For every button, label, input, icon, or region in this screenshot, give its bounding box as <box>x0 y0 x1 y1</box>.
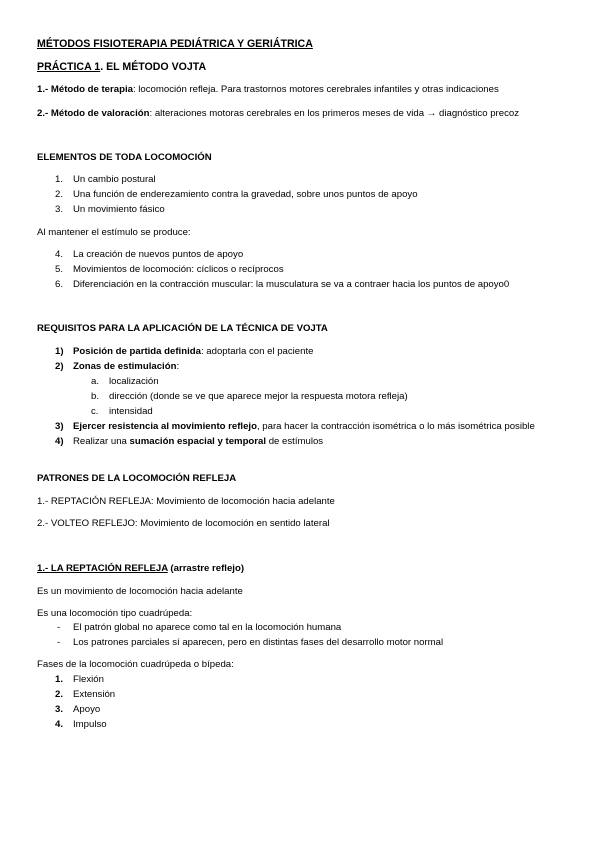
list-number: 4) <box>55 436 64 447</box>
therapy-method-line <box>37 84 499 96</box>
sub-letter: a. <box>91 376 100 387</box>
list-number: 3. <box>55 704 64 715</box>
phase-item: Apoyo <box>73 704 101 715</box>
requirements-heading: REQUISITOS PARA LA APLICACIÓN DE LA TÉCNICA DE VOJTA <box>37 323 328 334</box>
requirement-bold: sumación espacial y temporal <box>129 436 267 447</box>
assessment-method-line <box>37 108 519 120</box>
pattern-item: 1.- REPTACIÓN REFLEJA: Movimiento de locomoción hacia adelante <box>37 496 335 507</box>
bullet-item: Los patrones parciales sí aparecen, pero en distintas fases del desarrollo motor normal <box>73 637 444 648</box>
requirement-item <box>73 346 313 358</box>
sub-item: intensidad <box>109 406 153 417</box>
assessment-method-text: : alteraciones motoras cerebrales en los primeros meses de vida → diagnóstico precoz <box>149 108 520 119</box>
sub-item: dirección (donde se ve que aparece mejor la respuesta motora refleja) <box>109 391 408 402</box>
phase-item: Impulso <box>73 719 107 730</box>
therapy-method-text: : locomoción refleja. Para trastornos motores cerebrales infantiles y otras indicaciones <box>132 84 499 95</box>
requirement-item <box>73 436 323 448</box>
list-item: Una función de enderezamiento contra la gravedad, sobre unos puntos de apoyo <box>73 189 418 200</box>
crawling-heading-rest: (arrastre reflejo) <box>167 563 245 574</box>
list-item: Diferenciación en la contracción muscular: la musculatura se va a contraer hacia los puntos de apoyo0 <box>73 279 510 290</box>
sub-letter: b. <box>91 391 100 402</box>
requirement-text: de estímulos <box>266 436 324 447</box>
list-number: 4. <box>55 249 64 260</box>
sub-letter: c. <box>91 406 99 417</box>
crawling-line: Es un movimiento de locomoción hacia adelante <box>37 586 243 597</box>
list-item: Un movimiento fásico <box>73 204 165 215</box>
list-number: 1) <box>55 346 64 357</box>
list-number: 3) <box>55 421 64 432</box>
therapy-method-label: 1.- Método de terapia <box>37 84 133 95</box>
list-item: Un cambio postural <box>73 174 156 185</box>
requirement-bold: Zonas de estimulación <box>73 361 177 372</box>
requirement-bold: Posición de partida definida <box>73 346 201 357</box>
crawling-heading <box>37 563 244 575</box>
list-number: 2) <box>55 361 64 372</box>
requirement-text: : adoptarla con el paciente <box>200 346 314 357</box>
list-number: 1. <box>55 674 64 685</box>
crawling-heading-underlined: 1.- LA REPTACIÓN REFLEJA <box>37 563 168 574</box>
assessment-method-label: 2.- Método de valoración <box>37 108 150 119</box>
dash-bullet: - <box>57 637 61 648</box>
list-number: 1. <box>55 174 64 185</box>
requirement-text: : <box>176 361 180 372</box>
document-title: MÉTODOS FISIOTERAPIA PEDIÁTRICA Y GERIÁTRICA <box>37 38 313 50</box>
list-number: 2. <box>55 189 64 200</box>
list-number: 5. <box>55 264 64 275</box>
patterns-heading: PATRONES DE LA LOCOMOCIÓN REFLEJA <box>37 473 237 484</box>
list-number: 3. <box>55 204 64 215</box>
list-number: 4. <box>55 719 64 730</box>
crawling-line: Es una locomoción tipo cuadrúpeda: <box>37 608 193 619</box>
practice-heading <box>37 61 206 73</box>
elements-heading: ELEMENTOS DE TODA LOCOMOCIÓN <box>37 152 212 163</box>
list-item: La creación de nuevos puntos de apoyo <box>73 249 244 260</box>
practice-label: PRÁCTICA 1 <box>37 61 101 73</box>
practice-title: . EL MÉTODO VOJTA <box>100 61 207 73</box>
list-item: Movimientos de locomoción: cíclicos o recíprocos <box>73 264 284 275</box>
requirement-pre: Realizar una <box>73 436 130 447</box>
list-number: 6. <box>55 279 64 290</box>
sub-item: localización <box>109 376 159 387</box>
dash-bullet: - <box>57 622 61 633</box>
requirement-text: , para hacer la contracción isométrica o lo más isométrica posible <box>256 421 535 432</box>
bullet-item: El patrón global no aparece como tal en la locomoción humana <box>73 622 342 633</box>
phases-intro: Fases de la locomoción cuadrúpeda o bípeda: <box>37 659 234 670</box>
stimulus-intro: Al mantener el estímulo se produce: <box>37 227 191 238</box>
requirement-bold: Ejercer resistencia al movimiento reflejo <box>73 421 257 432</box>
requirement-item <box>73 421 535 433</box>
phase-item: Flexión <box>73 674 104 685</box>
requirement-item <box>73 361 179 373</box>
phase-item: Extensión <box>73 689 116 700</box>
list-number: 2. <box>55 689 64 700</box>
pattern-item: 2.- VOLTEO REFLEJO: Movimiento de locomoción en sentido lateral <box>37 518 330 529</box>
